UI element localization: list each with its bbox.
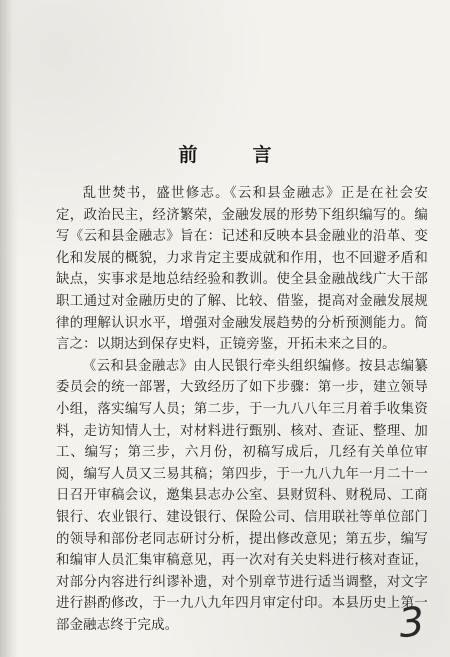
preface-body [56, 183, 428, 636]
handwritten-page-number: 3 [396, 598, 427, 648]
paragraph-2: 《云和县金融志》由人民银行牵头组织编修。按县志编纂委员会的统一部署，大致经历了如下步骤：第一步，建立领导小组，落实编写人员；第二步，于一九八八年三月着手收集资料，走访知情人士，对材料进行甄别、核对、查证、整理、加工、编写；第三步，六月份，初稿写成后，几经有关单位审阅，编写人员又三易其稿；第四步，于一九八九年一月二十一日召开审稿会议，邀集县志办公室、县财贸科、财税局、工商银行、农业银行、建设银行、保险公司、信用联社等单位部门的领导和部份老同志研讨分析，提出修改意见；第五步，编写和编审人员汇集审稿意见，再一次对有关史料进行核对查证，对部分内容进行纠谬补遗，对个别章节进行适当调整，对文字进行斟酌修改，于一九八九年四月审定付印。本县历史上第一部金融志终于完成。 [56, 358, 428, 633]
page-binding-shadow [0, 0, 18, 657]
paragraph-1: 乱世焚书，盛世修志。《云和县金融志》正是在社会安定，政治民主，经济繁荣，金融发展的形势下组织编写的。编写《云和县金融志》旨在：记述和反映本县金融业的沿革、变化和发展的概貌，力求肯定主要成就和作用，也不回避矛盾和缺点，实事求是地总结经验和教训。使全县金融战线广大干部职工通过对金融历史的了解、比较、借鉴，提高对金融发展规律的理解认识水平，增强对金融发展趋势的分析预测能力。简言之：以期达到保存史料，正镜旁鉴，开拓未来之目的。 [56, 186, 428, 353]
page-title: 前 言 [178, 144, 290, 166]
